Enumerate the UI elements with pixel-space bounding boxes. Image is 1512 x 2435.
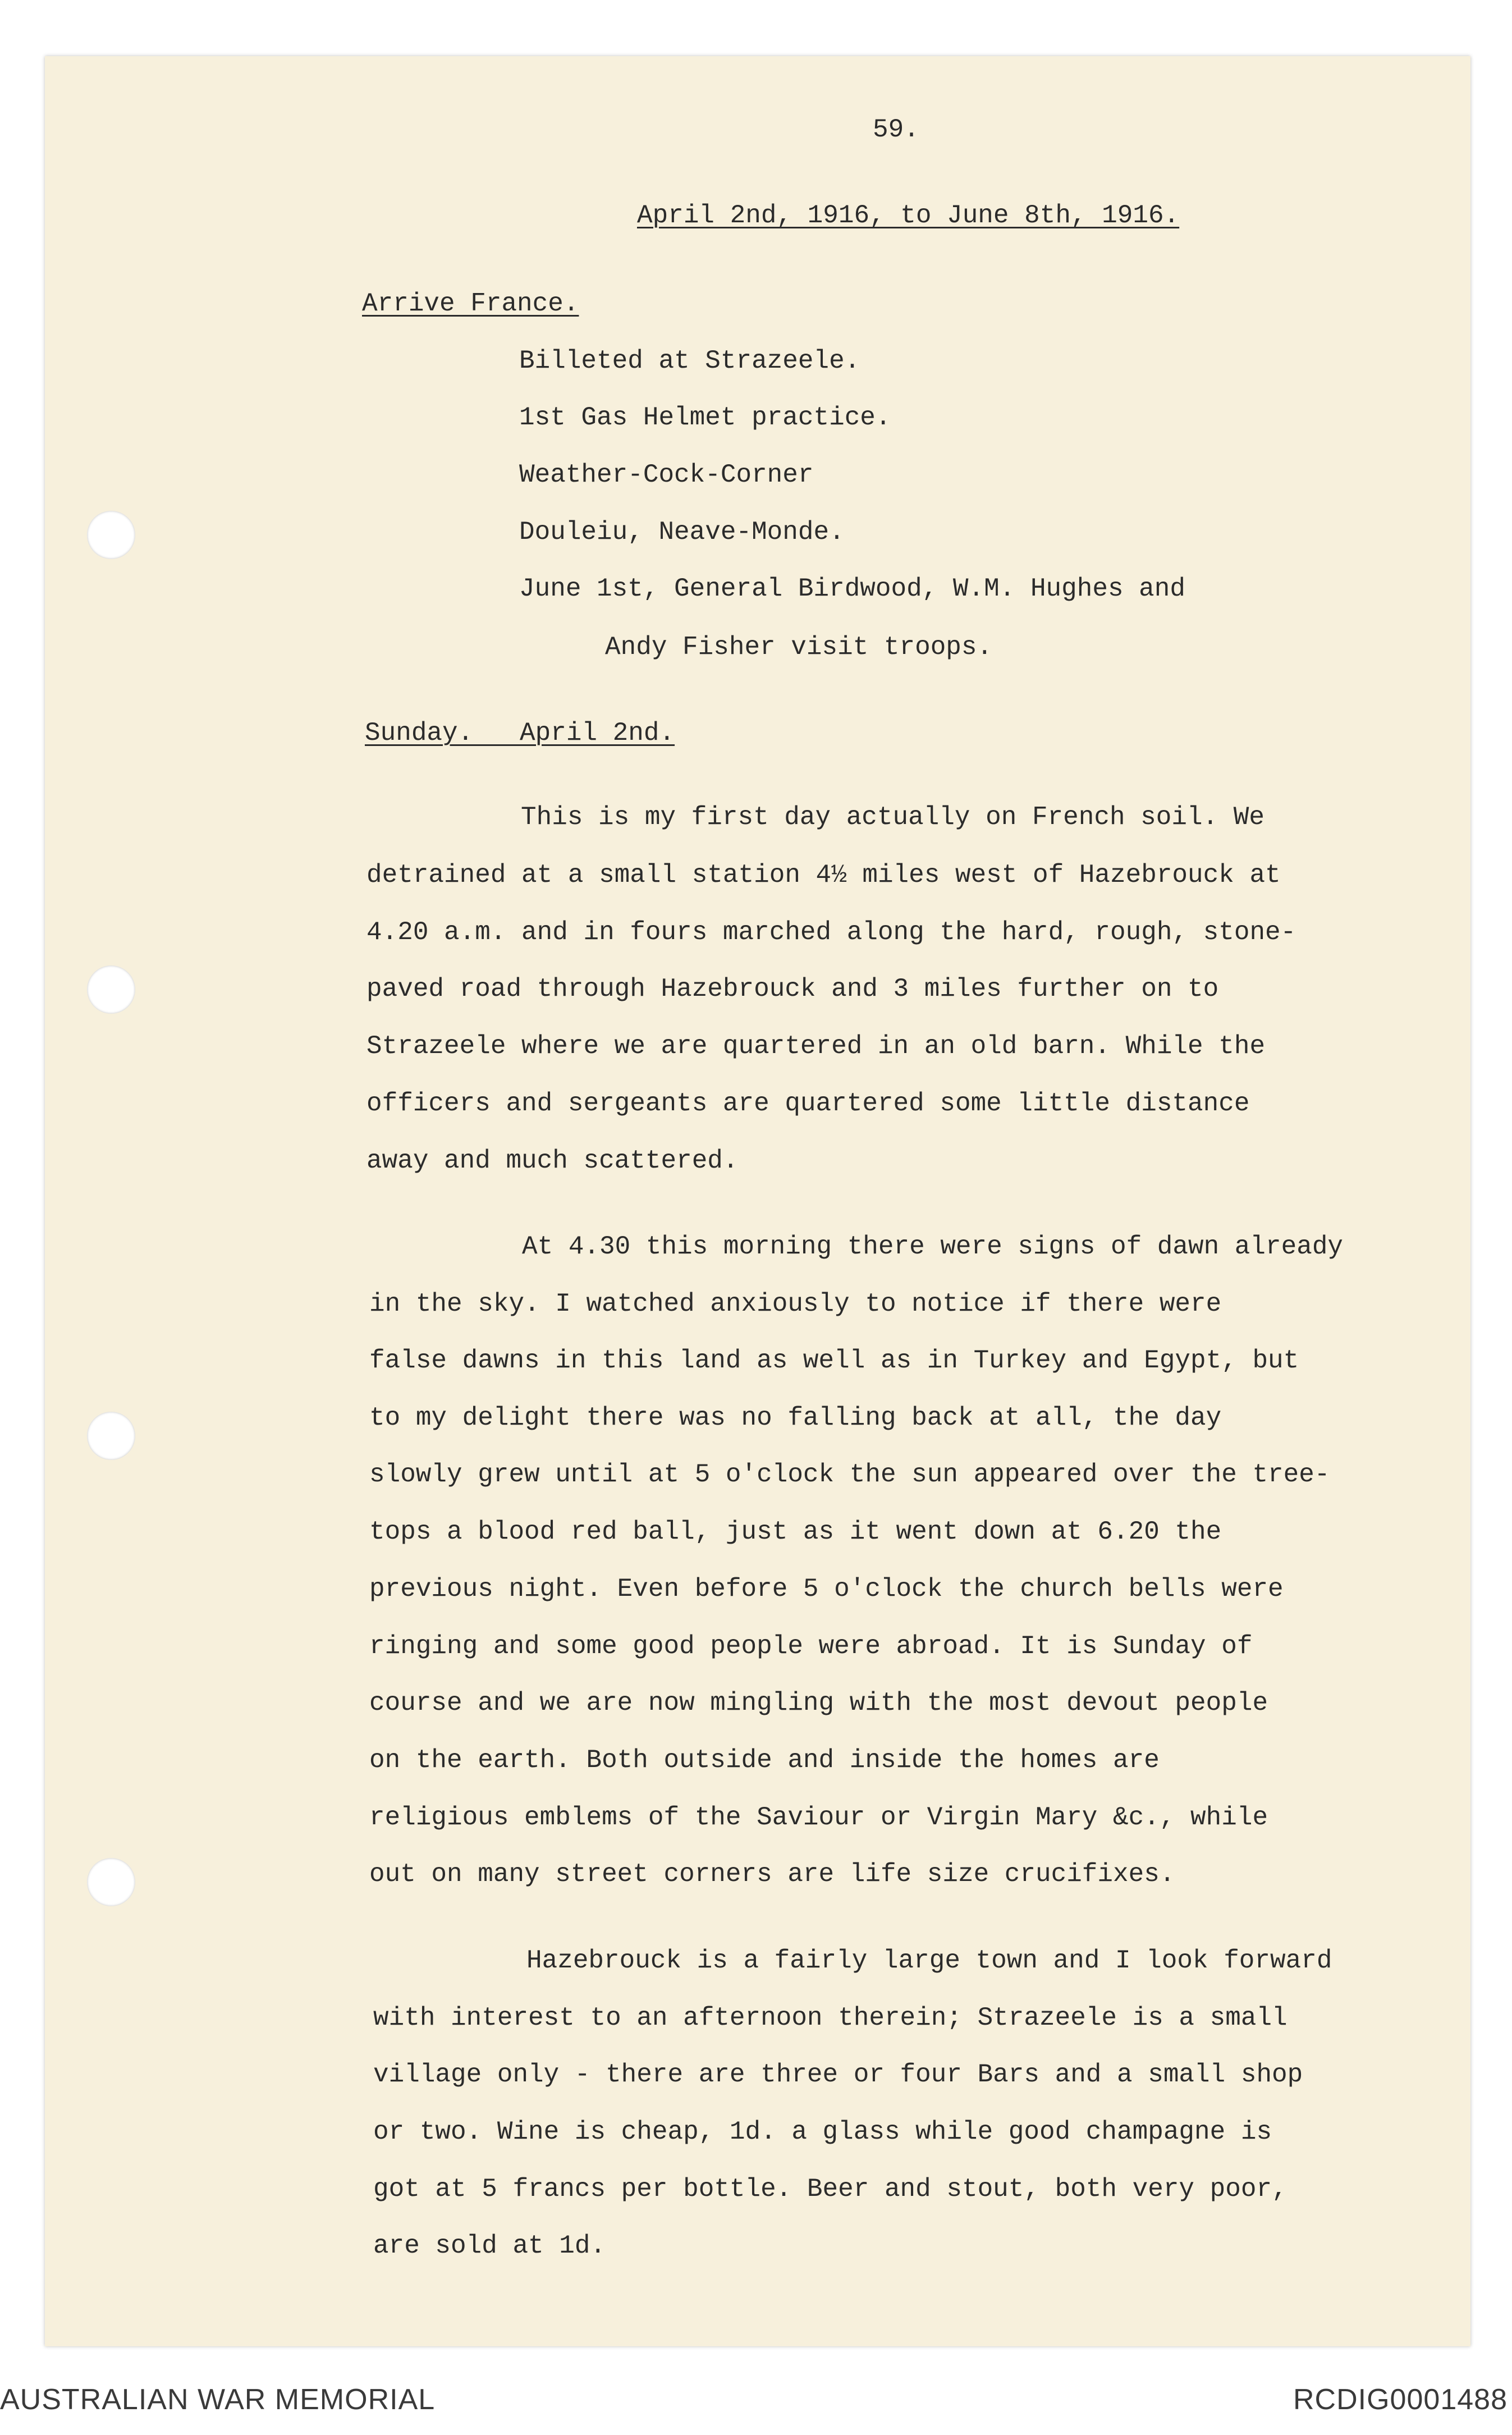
paragraph-line: are sold at 1d. xyxy=(373,2231,606,2260)
punch-hole xyxy=(87,1858,135,1906)
document-page xyxy=(45,56,1470,2346)
paragraph-line: or two. Wine is cheap, 1d. a glass while good champagne is xyxy=(373,2117,1272,2146)
paragraph-line: false dawns in this land as well as in Turkey and Egypt, but xyxy=(369,1346,1299,1375)
punch-hole xyxy=(87,965,135,1014)
footer-record-id: RCDIG0001488 xyxy=(1293,2383,1508,2416)
page-title: April 2nd, 1916, to June 8th, 1916. xyxy=(637,201,1180,230)
paragraph-line: detrained at a small station 4½ miles west of Hazebrouck at xyxy=(366,861,1281,890)
paragraph-line: Strazeele where we are quartered in an old barn. While the xyxy=(366,1032,1266,1061)
summary-item: 1st Gas Helmet practice. xyxy=(519,403,891,432)
paragraph-line: on the earth. Both outside and inside the homes are xyxy=(369,1746,1160,1775)
summary-item: Billeted at Strazeele. xyxy=(519,346,860,376)
paragraph-line: away and much scattered. xyxy=(366,1146,739,1175)
punch-hole xyxy=(87,1412,135,1460)
paragraph-line: previous night. Even before 5 o'clock the church bells were xyxy=(369,1574,1284,1604)
summary-item: Douleiu, Neave-Monde. xyxy=(519,518,845,547)
paragraph-line: got at 5 francs per bottle. Beer and stout, both very poor, xyxy=(373,2175,1288,2204)
paragraph-line: tops a blood red ball, just as it went down at 6.20 the xyxy=(369,1517,1222,1546)
summary-heading: Arrive France. xyxy=(362,289,579,318)
paragraph-line: to my delight there was no falling back at all, the day xyxy=(369,1403,1222,1432)
summary-item: Andy Fisher visit troops. xyxy=(605,633,993,662)
paragraph-line: This is my first day actually on French soil. We xyxy=(521,803,1265,832)
paragraph-line: slowly grew until at 5 o'clock the sun appeared over the tree- xyxy=(369,1460,1330,1489)
paragraph-line: in the sky. I watched anxiously to notice if there were xyxy=(369,1289,1222,1319)
paragraph-line: village only - there are three or four Bars and a small shop xyxy=(373,2060,1303,2089)
paragraph-line: religious emblems of the Saviour or Virgin Mary &c., while xyxy=(369,1803,1268,1832)
paragraph-line: paved road through Hazebrouck and 3 miles further on to xyxy=(366,974,1219,1004)
punch-hole xyxy=(87,511,135,559)
paragraph-line: out on many street corners are life size crucifixes. xyxy=(369,1860,1175,1889)
paragraph-line: 4.20 a.m. and in fours marched along the hard, rough, stone- xyxy=(366,918,1296,947)
summary-item: June 1st, General Birdwood, W.M. Hughes and xyxy=(519,574,1185,603)
paragraph-line: course and we are now mingling with the most devout people xyxy=(369,1688,1268,1718)
entry-heading: Sunday. April 2nd. xyxy=(365,718,675,748)
page-number: 59. xyxy=(873,115,919,144)
paragraph-line: Hazebrouck is a fairly large town and I look forward xyxy=(526,1946,1332,1975)
footer-archive-name: AUSTRALIAN WAR MEMORIAL xyxy=(0,2383,436,2416)
paragraph-line: At 4.30 this morning there were signs of dawn already xyxy=(522,1232,1344,1261)
paragraph-line: officers and sergeants are quartered some little distance xyxy=(366,1089,1250,1118)
paragraph-line: ringing and some good people were abroad. It is Sunday of xyxy=(369,1632,1253,1661)
paragraph-line: with interest to an afternoon therein; Strazeele is a small xyxy=(373,2003,1288,2033)
summary-item: Weather-Cock-Corner xyxy=(519,460,814,489)
